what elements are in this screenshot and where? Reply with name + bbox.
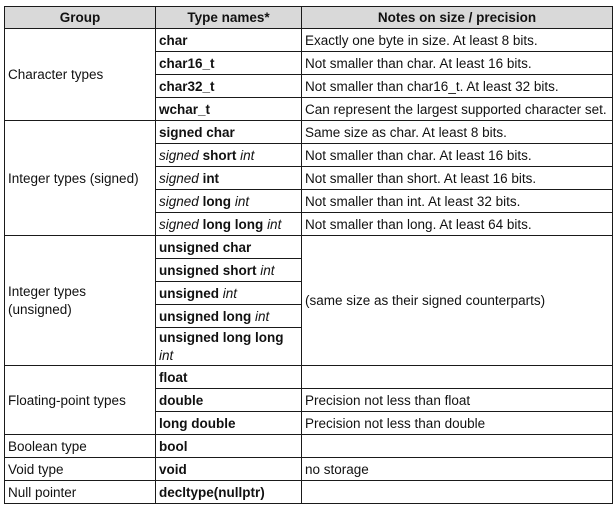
- type-note: Not smaller than short. At least 16 bits.: [302, 167, 613, 190]
- type-name: char32_t: [156, 75, 302, 98]
- group-void: Void type: [5, 458, 156, 481]
- type-name: void: [156, 458, 302, 481]
- type-name: [156, 190, 302, 213]
- type-name: bool: [156, 435, 302, 458]
- type-note: [302, 435, 613, 458]
- type-note: Can represent the largest supported character set.: [302, 98, 613, 121]
- group-boolean: Boolean type: [5, 435, 156, 458]
- type-note: Exactly one byte in size. At least 8 bits.: [302, 29, 613, 52]
- type-name: double: [156, 389, 302, 412]
- type-note: [302, 366, 613, 389]
- type-note: Precision not less than double: [302, 412, 613, 435]
- group-null-pointer: Null pointer: [5, 481, 156, 504]
- table-row: [5, 121, 613, 144]
- optional-keyword: int: [267, 216, 282, 232]
- type-name: signed char: [156, 121, 302, 144]
- type-note: (same size as their signed counterparts): [302, 236, 613, 366]
- optional-keyword: int: [234, 193, 250, 209]
- type-name: unsigned char: [156, 236, 302, 259]
- type-note: Not smaller than char. At least 16 bits.: [302, 144, 613, 167]
- group-floating-point: Floating-point types: [5, 366, 156, 435]
- fundamental-types-table: [4, 6, 613, 504]
- type-note: Not smaller than char. At least 16 bits.: [302, 52, 613, 75]
- optional-keyword: int: [255, 308, 270, 324]
- type-note: Not smaller than long. At least 64 bits.: [302, 213, 613, 236]
- group-integer-unsigned: Integer types (unsigned): [5, 236, 156, 366]
- type-name: float: [156, 366, 302, 389]
- required-keyword: unsigned short: [159, 262, 257, 278]
- type-name: [156, 305, 302, 328]
- type-note: Precision not less than float: [302, 389, 613, 412]
- required-keyword: short: [202, 147, 237, 163]
- type-note: Not smaller than int. At least 32 bits.: [302, 190, 613, 213]
- optional-keyword: signed: [159, 170, 199, 186]
- optional-keyword: int: [260, 262, 275, 278]
- type-name: [156, 259, 302, 282]
- type-name: decltype(nullptr): [156, 481, 302, 504]
- optional-keyword: signed: [159, 193, 199, 209]
- type-name: char: [156, 29, 302, 52]
- optional-keyword: int: [159, 348, 174, 363]
- table-row: [5, 435, 613, 458]
- required-keyword: int: [202, 170, 220, 186]
- type-name: [156, 144, 302, 167]
- optional-keyword: signed: [159, 147, 199, 163]
- type-note: no storage: [302, 458, 613, 481]
- group-character-types: Character types: [5, 29, 156, 121]
- type-note: Same size as char. At least 8 bits.: [302, 121, 613, 144]
- type-note: [302, 481, 613, 504]
- required-keyword: long long: [202, 216, 264, 232]
- header-group: Group: [5, 7, 156, 29]
- type-name: [156, 282, 302, 305]
- table-row: [5, 29, 613, 52]
- type-name: [156, 167, 302, 190]
- type-name: long double: [156, 412, 302, 435]
- required-keyword: long: [202, 193, 232, 209]
- group-integer-signed: Integer types (signed): [5, 121, 156, 236]
- table-row: [5, 366, 613, 389]
- type-name: char16_t: [156, 52, 302, 75]
- header-notes: Notes on size / precision: [302, 7, 613, 29]
- type-note: Not smaller than char16_t. At least 32 bits.: [302, 75, 613, 98]
- header-type-names: Type names*: [156, 7, 302, 29]
- optional-keyword: int: [240, 147, 255, 163]
- type-name: [156, 328, 302, 366]
- required-keyword: unsigned: [159, 285, 219, 301]
- type-name: wchar_t: [156, 98, 302, 121]
- header-row: [5, 7, 613, 29]
- required-keyword: unsigned long long: [159, 330, 284, 345]
- table-row: [5, 458, 613, 481]
- required-keyword: unsigned long: [159, 308, 252, 324]
- type-name: [156, 213, 302, 236]
- optional-keyword: int: [222, 285, 238, 301]
- table-row: [5, 481, 613, 504]
- table-row: [5, 236, 613, 259]
- optional-keyword: signed: [159, 216, 199, 232]
